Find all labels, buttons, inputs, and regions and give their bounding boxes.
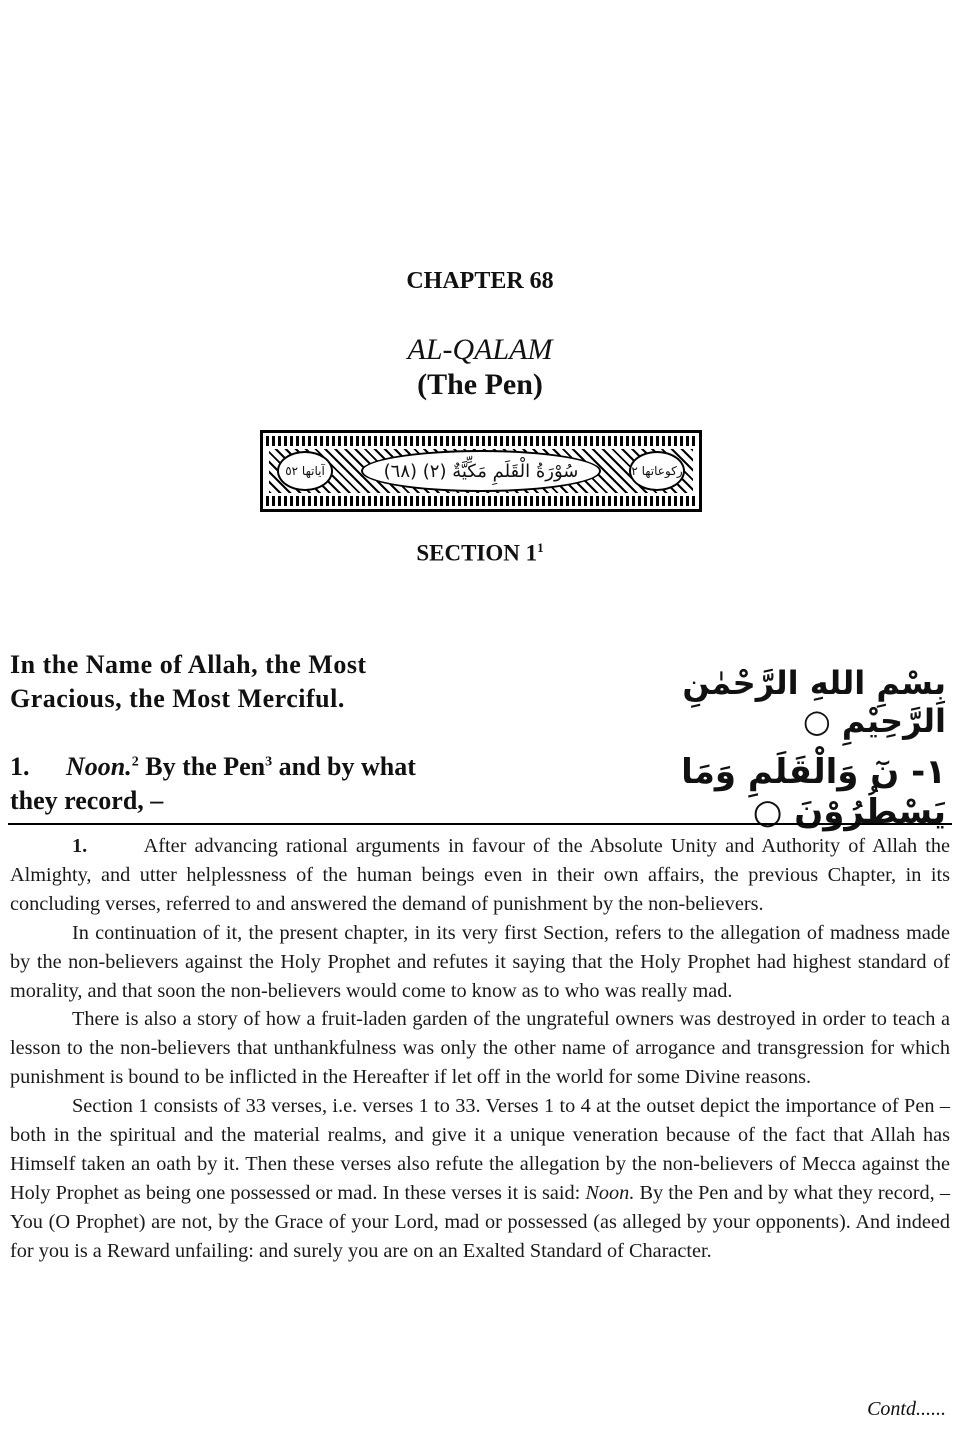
note-number: 1. <box>72 835 88 857</box>
verse-text-a: By the Pen <box>138 752 266 781</box>
note-paragraph-3: There is also a story of how a fruit-laden garden of the ungrateful owners was destroyed in order to teach a lesson to the non-believers that unthankfulness was only the other name of arrogance and transgression for which punishment is bound to be inflicted in the Hereafter if let off in the world for some Divine reasons. <box>10 1008 950 1089</box>
note-text: Section 1 consists of 33 verses, i.e. verses 1 to 33. Verses 1 to 4 at the outset depict the importance of Pen – both in the spiritual and the material realms, and give it a unique veneration because of the fact that Allah has Himself taken an oath by it. Then these verses also refute the allegation by the non-believers of Mecca against the Holy Prophet as being one possessed or mad. In these verses it is said: <box>10 1095 950 1204</box>
section-footnote-marker: 1 <box>537 540 544 555</box>
banner-bottom-border <box>266 496 696 506</box>
section-heading <box>0 540 960 567</box>
note-paragraph-2: In continuation of it, the present chapter, in its very first Section, refers to the allegation of madness made by the non-believers against the Holy Prophet and refutes it saying that the Holy Prophet had highest standard of morality, and that soon the non-believers would come to know as to who was really mad. <box>10 921 950 1002</box>
verse-number: 1. <box>10 752 30 781</box>
surah-subtitle: (The Pen) <box>417 368 543 401</box>
banner-top-border <box>266 436 696 446</box>
basmala-english: In the Name of Allah, the Most Gracious, the Most Merciful. <box>10 650 367 713</box>
verse-1-arabic: ١- نٓ وَالْقَلَمِ وَمَا يَسْطُرُوْنَ ○ <box>681 752 946 832</box>
banner-ornament-pattern <box>269 449 693 493</box>
banner-surah-label: (٦٨) سُوْرَةُ الْقَلَمِ مَكِّيَّةٌ (٢) <box>361 450 601 492</box>
note-text: After advancing rational arguments in favour of the Absolute Unity and Authority of Allah the Almighty, and utter helplessness of the human beings even in their own affairs, the previous Chapter, in its concluding verses, referred to and answered the demand of punishment by the non-believers. <box>10 835 950 915</box>
verse-noon: Noon. <box>66 752 132 781</box>
banner-ruku-count: رکوعاتها ٢ <box>629 451 685 491</box>
footnotes <box>10 832 950 1266</box>
continued-marker: Contd...... <box>867 1398 946 1420</box>
verse-text-b: and by what they record, – <box>10 752 416 815</box>
footnote-marker-2: 2 <box>131 754 139 770</box>
note-text: By the Pen and by what they record, – You (O Prophet) are not, by the Grace of your Lord, mad or possessed (as alleged by your opponents). And indeed for you is a Reward unfailing: and surely you are on an Exalted Standard of Character. <box>10 1181 950 1262</box>
note-paragraph-4 <box>10 1092 950 1265</box>
ornamental-surah-banner <box>260 430 702 512</box>
section-label: SECTION 1 <box>416 540 538 566</box>
verse-1-english <box>10 750 430 818</box>
surah-title: AL-QALAM <box>407 333 553 366</box>
chapter-heading: CHAPTER 68 <box>406 268 554 294</box>
note-noon: Noon. <box>585 1181 635 1204</box>
note-paragraph-1 <box>10 832 950 919</box>
basmala-arabic: بِسْمِ اللهِ الرَّحْمٰنِ الرَّحِيْمِ ○ <box>682 664 946 740</box>
footnote-marker-3: 3 <box>265 754 273 770</box>
banner-verse-count: آیاتها ٥٢ <box>277 451 333 491</box>
footnote-divider <box>8 823 952 825</box>
